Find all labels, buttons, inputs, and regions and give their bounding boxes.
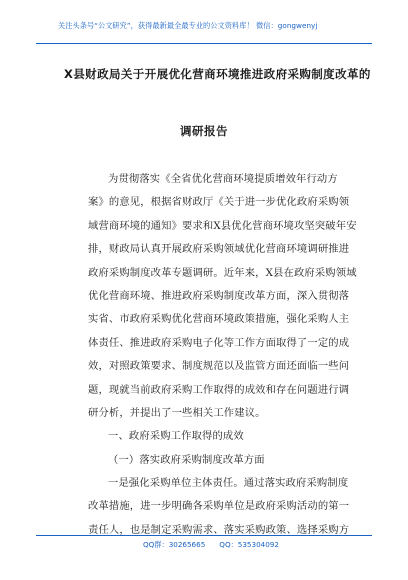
document-body	[88, 168, 357, 542]
footer-qq-group: QQ群：30265665	[143, 540, 206, 549]
subsection-heading: （一）落实政府采购制度改革方面	[108, 453, 265, 466]
footer-divider	[36, 535, 372, 536]
body-line: 域营商环境的通知》要求和X县优化营商环境攻坚突破年安	[88, 219, 357, 232]
section-heading: 一、政府采购工作取得的成效	[108, 430, 244, 443]
body-line: 研分析，并提出了一些相关工作建议。	[88, 406, 266, 419]
body-line: 题，现就当前政府采购工作取得的成效和存在问题进行调	[88, 383, 350, 396]
body-line: 实省、市政府采购优化营商环境政策措施，强化采购人主	[88, 313, 350, 326]
body-line: 效，对照政策要求、制度规范以及监管方面还面临一些问	[88, 360, 350, 373]
document-title: X县财政局关于开展优化营商环境推进政府采购制度改革的	[64, 67, 371, 81]
body-line: 政府采购制度改革专题调研。近年来，X县在政府采购领域	[88, 266, 357, 279]
body-line: 为贯彻落实《全省优化营商环境提质增效年行动方	[108, 173, 338, 185]
body-line: 一是强化采购单位主体责任。通过落实政府采购制度	[108, 477, 349, 490]
body-line: 排，财政局认真开展政府采购领域优化营商环境调研推进	[88, 243, 350, 256]
document-subtitle: 调研报告	[180, 124, 228, 138]
header-banner-text: 关注头条号“公文研究”，获得最新最全最专业的公文资料库！ 微信：gongwenyj	[58, 21, 318, 30]
body-line: 案》的意见，根据省财政厅《关于进一步优化政府采购领	[88, 196, 350, 209]
body-line: 责任人，也是制定采购需求、落实采购政策、选择采购方	[88, 523, 350, 536]
body-line: 体责任、推进政府采购电子化等工作方面取得了一定的成	[88, 336, 350, 349]
body-line: 改革措施，进一步明确各采购单位是政府采购活动的第一	[88, 500, 350, 513]
body-line: 优化营商环境、推进政府采购制度改革方面，深入贯彻落	[88, 289, 350, 302]
footer-qq-number: QQ：535304092	[219, 540, 279, 549]
header-divider	[36, 43, 372, 44]
footer-contact	[143, 540, 313, 550]
